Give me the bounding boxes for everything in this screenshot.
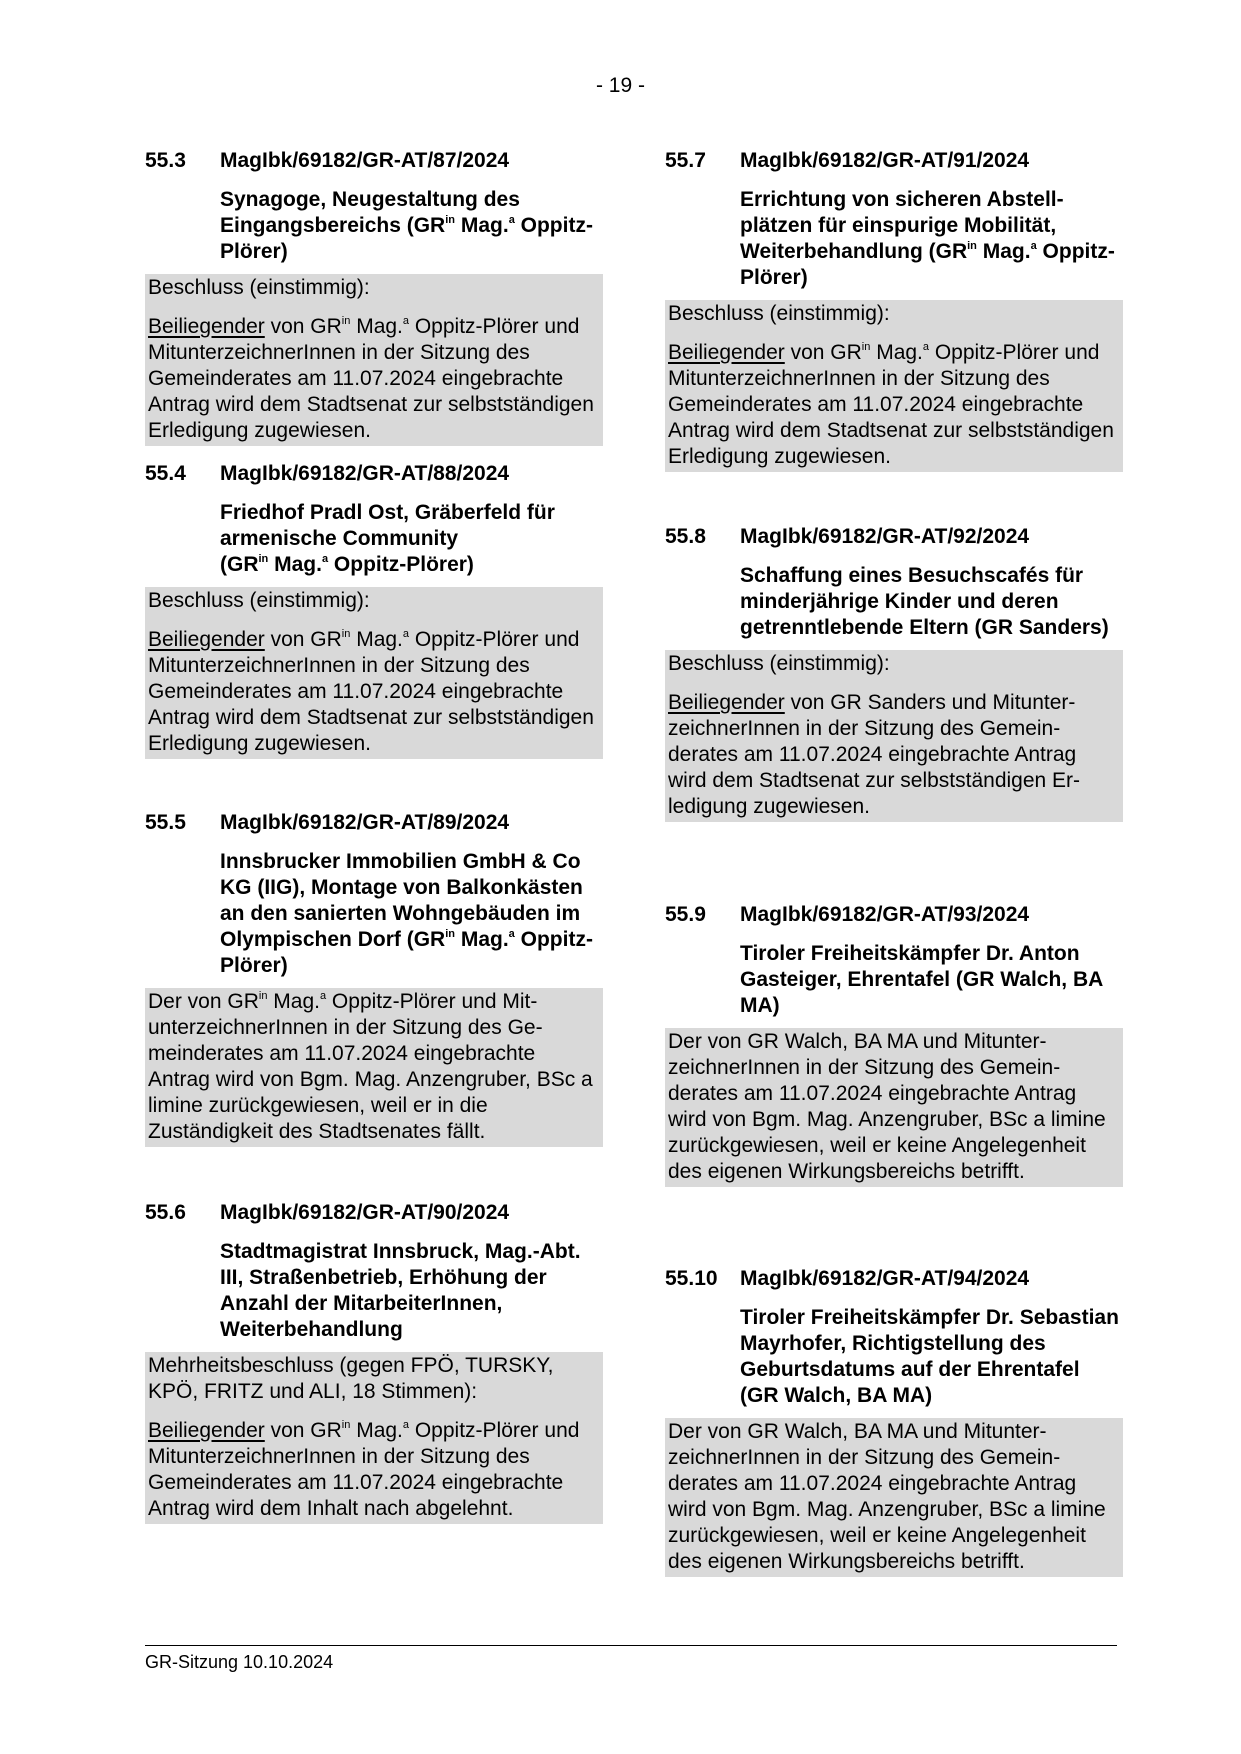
decision-box: [665, 1418, 1123, 1577]
agenda-item-55-8: [665, 524, 1123, 822]
text-sup-a: a: [402, 1419, 410, 1431]
item-header: [145, 810, 603, 836]
title-mag: Mag.: [274, 553, 322, 576]
title-gr: GR: [935, 240, 968, 263]
item-number: 55.5: [145, 811, 186, 834]
decision-box: [145, 988, 603, 1147]
text-von: von: [784, 341, 831, 364]
text-sup-a: a: [319, 990, 327, 1002]
title-text-end: Oppitz-Plörer): [220, 214, 593, 263]
text-oppitz: Oppitz-Plörer: [929, 341, 1059, 364]
text-oppitz: Oppitz-Plörer: [409, 315, 539, 338]
decision-text: [148, 989, 599, 1145]
item-title: Tiroler Freiheitskämpfer Dr. Anton Gasteiger, Ehrentafel (GR Walch, BA MA): [740, 942, 1103, 1017]
item-header: [145, 148, 603, 174]
item-title: Innsbrucker Immobilien GmbH & Co KG (IIG), Montage von Balkonkästen an den sanierten Wohngebäuden im Olympischen Dorf ($GR^{in}$ Mag.$^a$ Oppitz-Plörer): [220, 850, 593, 977]
text-sup-in: in: [341, 628, 351, 640]
item-reference: MagIbk/69182/GR-AT/88/2024: [220, 462, 510, 485]
title-sup-a: a: [508, 214, 515, 226]
text-gr: GR: [310, 315, 342, 338]
underlined-word: Beiliegender: [668, 691, 785, 714]
title-text: Synagoge, Neugestaltung des Eingangsbereichs (: [220, 188, 520, 237]
agenda-item-55-7: [665, 148, 1123, 472]
agenda-item-55-9: [665, 902, 1123, 1187]
title-text: Innsbrucker Immobilien GmbH & Co KG (IIG), Montage von Balkonkästen an den sanierten Wohngebäuden im Olympischen Dorf: [220, 850, 583, 951]
item-header: [145, 1200, 603, 1226]
page-number: - 19 -: [595, 74, 645, 97]
item-number: 55.8: [665, 525, 706, 548]
item-reference: MagIbk/69182/GR-AT/94/2024: [740, 1267, 1030, 1290]
text-sup-in: in: [341, 1419, 351, 1431]
agenda-item-55-5: [145, 810, 603, 1147]
footer-text: GR-Sitzung 10.10.2024: [145, 1652, 334, 1672]
text-mag: Mag.: [876, 341, 923, 364]
text-oppitz: Oppitz-Plörer: [409, 628, 539, 651]
text-von: von: [264, 1419, 311, 1442]
text-rest: und MitunterzeichnerInnen in der Sitzung des Gemeinderates am 11.07.2024 eingebrachte Antrag wird dem Inhalt nach abgelehnt.: [148, 1419, 580, 1520]
item-reference: MagIbk/69182/GR-AT/92/2024: [740, 525, 1030, 548]
item-reference: MagIbk/69182/GR-AT/93/2024: [740, 903, 1030, 926]
item-header: [145, 461, 603, 487]
agenda-item-55-3: [145, 148, 603, 446]
text-sup-a: a: [402, 628, 410, 640]
item-header: [665, 902, 1123, 928]
item-number: 55.6: [145, 1201, 186, 1224]
decision-label: Mehrheitsbeschluss (gegen FPÖ, TURSKY, KPÖ, FRITZ und ALI, 18 Stimmen):: [148, 1354, 554, 1403]
title-gr: GR: [227, 553, 259, 576]
title-sup-a: a: [1030, 240, 1037, 252]
text-sup-in: in: [258, 990, 268, 1002]
agenda-item-55-6: [145, 1200, 603, 1524]
title-text: Errichtung von sicheren Abstellplätzen für einspurige Mobilität, Weiterbehandlung (: [740, 188, 1064, 263]
title-sup-in: in: [445, 928, 455, 940]
title-gr: GR: [413, 928, 446, 951]
footer-divider: [145, 1645, 1117, 1646]
decision-text: [148, 314, 599, 444]
title-text-end: Oppitz-Plörer): [328, 553, 474, 576]
decision-box: [665, 1028, 1123, 1187]
title-mag: Mag.: [460, 214, 509, 237]
decision-text: [148, 1418, 599, 1522]
title-mag: Mag.: [982, 240, 1031, 263]
item-title: Schaffung eines Besuchscafés für minderjährige Kinder und deren getrenntlebende Eltern (GR Sanders): [740, 564, 1109, 639]
decision-box: [145, 587, 603, 759]
agenda-item-55-10: [665, 1266, 1123, 1577]
text-gr: GR: [310, 628, 342, 651]
item-reference: MagIbk/69182/GR-AT/89/2024: [220, 811, 510, 834]
underlined-word: Beiliegender: [668, 341, 785, 364]
decision-text: [668, 340, 1119, 470]
item-number: 55.3: [145, 149, 186, 172]
decision-box: [665, 650, 1123, 822]
text-rest: und MitunterzeichnerInnen in der Sitzung des Gemeinderates am 11.07.2024 eingebrachte Antrag wird dem Stadtsenat zur selbstständigen Erledigung zugewiesen.: [148, 628, 594, 755]
title-sup-in: in: [445, 214, 455, 226]
item-title: Friedhof Pradl Ost, Gräberfeld für armenische Community ($GR^{in}$ Mag.$^a$ Oppitz-Plörer): [220, 501, 555, 576]
decision-label: Beschluss (einstimmig):: [148, 276, 370, 299]
text-start: Der von: [148, 990, 228, 1013]
decision-text: [148, 627, 599, 757]
decision-box: [145, 1352, 603, 1524]
decision-box: [665, 300, 1123, 472]
title-sup-in: in: [258, 553, 269, 565]
decision-text: [668, 690, 1119, 820]
text-sup-in: in: [341, 315, 351, 327]
text-mag: Mag.: [356, 1419, 403, 1442]
text-mag: Mag.: [356, 628, 403, 651]
item-header: [665, 148, 1123, 174]
text-von: von: [264, 315, 311, 338]
title-sup-a: a: [508, 928, 515, 940]
item-number: 55.10: [665, 1267, 718, 1290]
title-sup-in: in: [967, 240, 977, 252]
text-gr: GR: [310, 1419, 342, 1442]
text-mag: Mag.: [273, 990, 320, 1013]
title-gr: GR: [413, 214, 446, 237]
underlined-word: Beiliegender: [148, 315, 265, 338]
text-rest: und MitunterzeichnerInnen in der Sitzung des Gemeinderates am 11.07.2024 eingebrachte Antrag wird dem Stadtsenat zur selbstständigen Erledigung zugewiesen.: [148, 315, 594, 442]
text-gr: GR: [227, 990, 259, 1013]
text-von: von: [264, 628, 311, 651]
title-text-end: Oppitz-Plörer): [740, 240, 1115, 289]
item-reference: MagIbk/69182/GR-AT/87/2024: [220, 149, 510, 172]
text-rest: Oppitz-Plörer und MitunterzeichnerInnen in der Sitzung des Gemeinderates am 11.07.2024 eingebrachte Antrag wird von Bgm. Mag. Anzengruber, BSc a limine zurückgewiesen, weil er in die Zuständigkeit des Stadtsenates fällt.: [148, 990, 593, 1143]
decision-label: Beschluss (einstimmig):: [668, 652, 890, 675]
decision-label: Beschluss (einstimmig):: [148, 589, 370, 612]
item-number: 55.9: [665, 903, 706, 926]
underlined-word: Beiliegender: [148, 1419, 265, 1442]
item-number: 55.4: [145, 462, 186, 485]
text-sup-in: in: [861, 341, 871, 353]
decision-text: Der von GR Walch, BA MA und MitunterzeichnerInnen in der Sitzung des Gemeinderates am 11.07.2024 eingebrachte Antrag wird von Bgm. Mag. Anzengruber, BSc a limine zurückgewiesen, weil er keine Angelegenheit des eigenen Wirkungsbereichs betrifft.: [668, 1420, 1106, 1573]
item-title: [220, 187, 603, 265]
item-number: 55.7: [665, 149, 706, 172]
text-gr: GR: [830, 341, 862, 364]
item-title: Stadtmagistrat Innsbruck, Mag.-Abt. III, Straßenbetrieb, Erhöhung der Anzahl der MitarbeiterInnen, Weiterbehandlung: [220, 1240, 581, 1341]
title-text-end: Oppitz-Plörer): [220, 928, 593, 977]
text-oppitz: Oppitz-Plörer: [409, 1419, 539, 1442]
item-title: [740, 187, 1123, 291]
item-header: [665, 1266, 1123, 1292]
text-mag: Mag.: [356, 315, 403, 338]
item-header: [665, 524, 1123, 550]
item-reference: MagIbk/69182/GR-AT/90/2024: [220, 1201, 510, 1224]
title-sup-a: a: [321, 553, 329, 565]
underlined-word: Beiliegender: [148, 628, 265, 651]
title-mag: Mag.: [460, 928, 509, 951]
text-sup-a: a: [402, 315, 410, 327]
item-title: Tiroler Freiheitskämpfer Dr. Sebastian Mayrhofer, Richtigstellung des Geburtsdatums auf der Ehrentafel (GR Walch, BA MA): [740, 1306, 1119, 1407]
text-sup-a: a: [922, 341, 930, 353]
decision-text: Der von GR Walch, BA MA und MitunterzeichnerInnen in der Sitzung des Gemeinderates am 11.07.2024 eingebrachte Antrag wird von Bgm. Mag. Anzengruber, BSc a limine zurückgewiesen, weil er keine Angelegenheit des eigenen Wirkungsbereichs betrifft.: [668, 1030, 1106, 1183]
item-reference: MagIbk/69182/GR-AT/91/2024: [740, 149, 1030, 172]
text-rest: von GR Sanders und MitunterzeichnerInnen in der Sitzung des Gemeinderates am 11.07.2024 eingebrachte Antrag wird dem Stadtsenat zur selbstständigen Erledigung zugewiesen.: [668, 691, 1081, 818]
decision-label: Beschluss (einstimmig):: [668, 302, 890, 325]
agenda-item-55-4: [145, 461, 603, 759]
decision-box: [145, 274, 603, 446]
text-rest: und MitunterzeichnerInnen in der Sitzung des Gemeinderates am 11.07.2024 eingebrachte Antrag wird dem Stadtsenat zur selbstständigen Erledigung zugewiesen.: [668, 341, 1114, 468]
title-text: Friedhof Pradl Ost, Gräberfeld für armenische Community: [220, 501, 555, 550]
